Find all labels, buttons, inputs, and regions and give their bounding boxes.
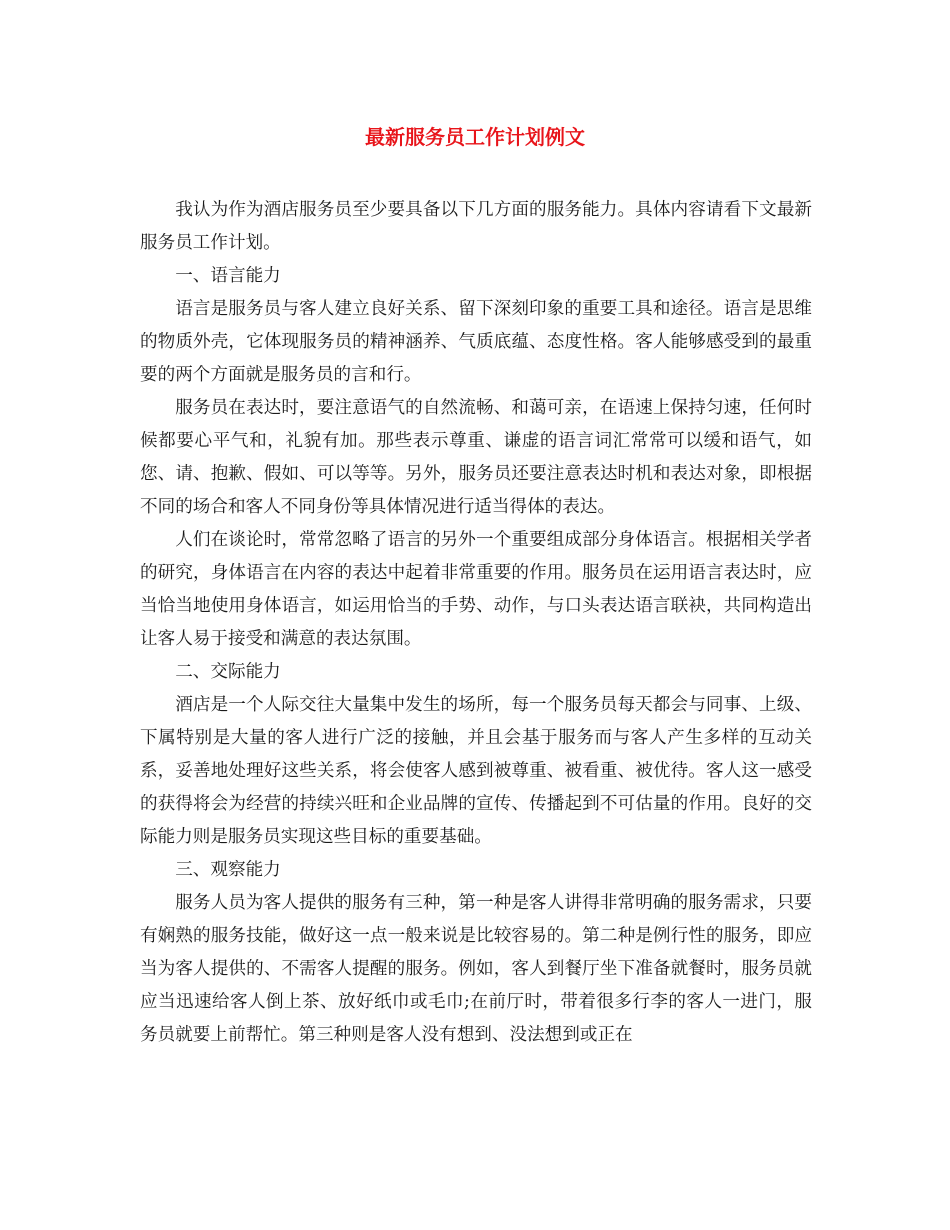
intro-paragraph: 我认为作为酒店服务员至少要具备以下几方面的服务能力。具体内容请看下文最新服务员工作计划。 (140, 200, 812, 253)
document-body (140, 194, 812, 1052)
paragraph-communication: 酒店是一个人际交往大量集中发生的场所，每一个服务员每天都会与同事、上级、下属特别是大量的客人进行广泛的接触，并且会基于服务而与客人产生多样的互动关系，妥善地处理好这些关系，将会使客人感到被尊重、被看重、被优待。客人这一感受的获得将会为经营的持续兴旺和企业品牌的宣传、传播起到不可估量的作用。良好的交际能力则是服务员实现这些目标的重要基础。 (140, 695, 812, 847)
paragraph-observation: 服务人员为客人提供的服务有三种，第一种是客人讲得非常明确的服务需求，只要有娴熟的服务技能，做好这一点一般来说是比较容易的。第二种是例行性的服务，即应当为客人提供的、不需客人提醒的服务。例如，客人到餐厅坐下准备就餐时，服务员就应当迅速给客人倒上茶、放好纸巾或毛巾;在前厅时，带着很多行李的客人一进门，服务员就要上前帮忙。第三种则是客人没有想到、没法想到或正在 (140, 893, 812, 1045)
page-title: 最新服务员工作计划例文 (365, 125, 585, 149)
paragraph-language-1: 语言是服务员与客人建立良好关系、留下深刻印象的重要工具和途径。语言是思维的物质外壳，它体现服务员的精神涵养、气质底蕴、态度性格。客人能够感受到的最重要的两个方面就是服务员的言和行。 (140, 299, 812, 385)
section-heading-observation: 三、观察能力 (175, 860, 281, 880)
section-heading-communication: 二、交际能力 (175, 662, 281, 682)
paragraph-language-2: 服务员在表达时，要注意语气的自然流畅、和蔼可亲，在语速上保持匀速，任何时候都要心平气和，礼貌有加。那些表示尊重、谦虚的语言词汇常常可以缓和语气，如您、请、抱歉、假如、可以等等。另外，服务员还要注意表达时机和表达对象，即根据不同的场合和客人不同身份等具体情况进行适当得体的表达。 (140, 398, 812, 517)
paragraph-language-3: 人们在谈论时，常常忽略了语言的另外一个重要组成部分身体语言。根据相关学者的研究，身体语言在内容的表达中起着非常重要的作用。服务员在运用语言表达时，应当恰当地使用身体语言，如运用恰当的手势、动作，与口头表达语言联袂，共同构造出让客人易于接受和满意的表达氛围。 (140, 530, 812, 649)
section-heading-language: 一、语言能力 (175, 266, 281, 286)
